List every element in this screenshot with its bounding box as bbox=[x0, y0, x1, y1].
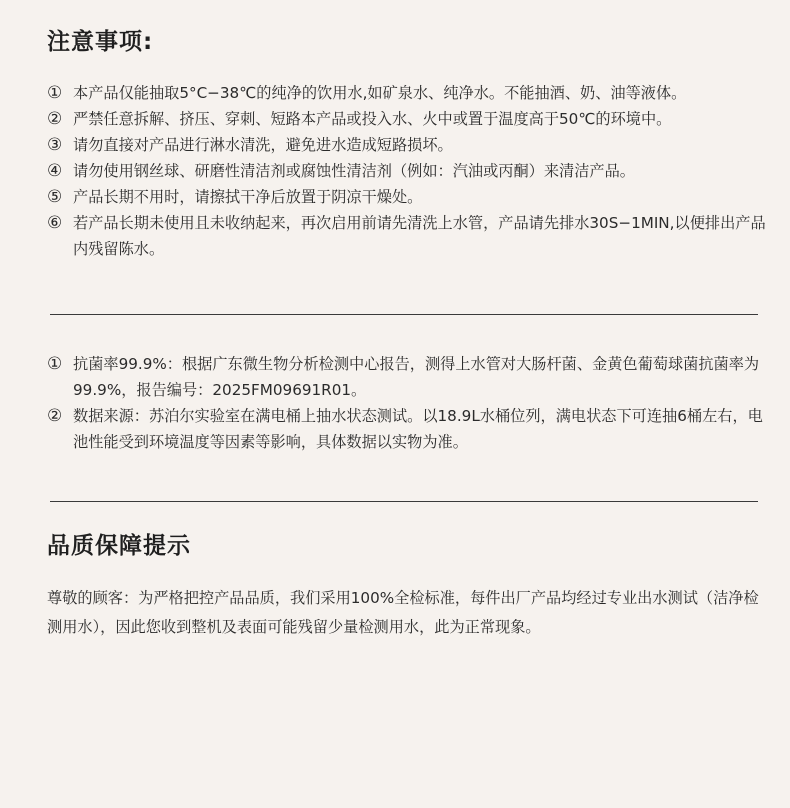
item-text: 本产品仅能抽取5°C−38℃的纯净的饮用水,如矿泉水、纯净水。不能抽酒、奶、油等液体。 bbox=[73, 84, 687, 102]
item-text: 数据来源：苏泊尔实验室在满电桶上抽水状态测试。以18.9L水桶位列，满电状态下可连抽6桶左右，电池性能受到环境温度等因素等影响，具体数据以实物为准。 bbox=[73, 407, 763, 451]
item-number: ① bbox=[47, 354, 63, 374]
item-number: ⑤ bbox=[47, 187, 63, 207]
item-text: 若产品长期未使用且未收纳起来，再次启用前请先清洗上水管，产品请先排水30S−1MIN,以便排出产品内残留陈水。 bbox=[73, 214, 766, 258]
list-item bbox=[47, 184, 767, 210]
quality-paragraph: 尊敬的顾客：为严格把控产品品质，我们采用100%全检标准，每件出厂产品均经过专业出水测试（洁净检测用水），因此您收到整机及表面可能残留少量检测用水，此为正常现象。 bbox=[47, 589, 759, 636]
list-item bbox=[47, 80, 767, 106]
list-item bbox=[47, 132, 767, 158]
section-divider bbox=[50, 314, 758, 315]
item-number: ③ bbox=[47, 135, 63, 155]
list-item bbox=[47, 158, 767, 184]
item-number: ② bbox=[47, 109, 63, 129]
notes-title: 注意事项: bbox=[47, 29, 154, 55]
item-number: ⑥ bbox=[47, 213, 63, 233]
section-divider bbox=[50, 501, 758, 502]
item-text: 请勿使用钢丝球、研磨性清洁剂或腐蚀性清洁剂（例如：汽油或丙酮）来清洁产品。 bbox=[73, 162, 635, 180]
item-text: 请勿直接对产品进行淋水清洗，避免进水造成短路损坏。 bbox=[73, 136, 453, 154]
item-text: 严禁任意拆解、挤压、穿刺、短路本产品或投入水、火中或置于温度高于50℃的环境中。 bbox=[73, 110, 672, 128]
notes-list bbox=[47, 80, 767, 262]
data-notes-list bbox=[47, 351, 767, 455]
list-item bbox=[47, 106, 767, 132]
item-text: 产品长期不用时，请擦拭干净后放置于阴凉干燥处。 bbox=[73, 188, 423, 206]
item-number: ① bbox=[47, 83, 63, 103]
list-item bbox=[47, 351, 767, 403]
item-number: ② bbox=[47, 406, 63, 426]
list-item bbox=[47, 210, 767, 262]
item-text: 抗菌率99.9%：根据广东微生物分析检测中心报告，测得上水管对大肠杆菌、金黄色葡萄球菌抗菌率为99.9%，报告编号：2025FM09691R01。 bbox=[73, 355, 760, 399]
list-item bbox=[47, 403, 767, 455]
quality-title: 品质保障提示 bbox=[47, 533, 191, 559]
item-number: ④ bbox=[47, 161, 63, 181]
